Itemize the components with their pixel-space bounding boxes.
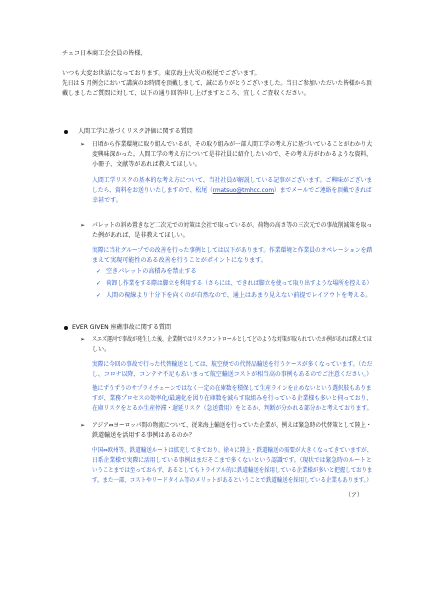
arrow-bullet-icon: ➢: [80, 141, 86, 148]
intro-line: いつも大変お世話になっております。東京海上火災の松尾でございます。: [62, 70, 261, 77]
check-item: 人間の視線より十分下を向くのが自然なので、通上はあまり見えない前提でレイアウトを考える。: [106, 292, 372, 299]
question-line: 鉄道輸送を活用する事例はあるのか？: [92, 432, 195, 439]
check-icon: ✓: [96, 268, 102, 275]
question-line: アジア⇔ヨーロッパ間の物流について、従来海上輸送を行っていた企業が、例えば緊急時の代替策として陸上・: [92, 422, 372, 429]
answer-line: し、コロナ以降、コンテナ不足もあいまって航空輸送コストが相当高の事例もあるのでご注意ください。）: [92, 371, 373, 378]
answer-line: まえて実現可能性のある改善を行うことがポイントになります。: [92, 257, 267, 264]
check-icon: ✓: [96, 292, 102, 299]
question-line: スエズ運河で事故が発生した後、企業側ではリスクコントロールとしてどのような対策が取られていたか例があれば教えてほ: [92, 336, 372, 343]
answer-text: したら、資料をお送りいたしますので、松尾（: [92, 187, 213, 194]
answer-text: ）までメールでご連絡を頂戴できれば: [273, 187, 372, 194]
answer-line: 実際に当社グループでの改善を行った事例としては以下があります。作業環境と作業員のオペレーションを踏: [92, 247, 373, 254]
question-line: た例があれば、是非教えてほしい。: [92, 232, 189, 239]
check-item: 空きパレットの高積みを禁止する: [106, 268, 197, 275]
answer-line: 在庫リスクをとるか生産停滞・遅延リスク（急送費用）をとるか、判断が分かれる部分かと考えております。: [92, 405, 373, 412]
arrow-bullet-icon: ➢: [80, 336, 86, 343]
question-line: 日頃から作業環境に取り組んでいるが、その取り組みが一部人間工学の考え方に基づいていることがわかり大: [92, 141, 373, 148]
answer-line: 中国⇔欧州等、鉄道輸送ルートは拡充してきており、徐々に陸上・鉄道輸送の需要が大きくなってきていますが、: [92, 447, 373, 454]
section1-title: 人間工学に基づくリスク評価に関する質問: [78, 128, 193, 135]
check-item: 荷卸し作業をする際は脚立を利用する（さらには、できれば脚立を使って取り出すような場所を控える）: [106, 280, 373, 287]
section-bullet-icon: [64, 130, 68, 134]
answer-line: す。また一部、コストやリードタイム等のメリットがあるということで鉄道輸送を採用している企業もあります。）: [92, 477, 372, 484]
section2-title: EVER GIVEN 座礁事故に関する質問: [72, 324, 171, 331]
answer-line: いうことまでは至っておらず、あるとしてもトライアル的に鉄道輸送を採用している企業様が多いと把握しておりま: [92, 467, 373, 474]
intro-line: 戴しましたご質問に対して、以下の通り回答申し上げますところ、宜しくご査収ください。: [62, 90, 310, 97]
question-line: 小冊子、文献等があれば教えてほしい。: [92, 161, 201, 168]
question-line: パレットの斜め置きなど二次元での対策は会社で取っているが、荷物の高さ等の三次元での事故削減策を取っ: [92, 222, 373, 229]
greeting: チェコ日本商工会会員の皆様、: [62, 50, 147, 57]
question-line: 変興味深かった。人間工学の考え方について是非社員に紹介したいので、その考え方がわかるような資料、: [92, 151, 373, 158]
answer-line: 幸甚です。: [92, 197, 122, 204]
email-link[interactable]: rmatsuo@tmhcc.com: [212, 187, 274, 194]
arrow-bullet-icon: ➢: [80, 222, 86, 229]
intro-line: 先日は 5 月例会において講演のお時間を頂戴しまして、誠にありがとうございました。当日ご参加いただいた皆様から頂: [62, 80, 372, 87]
section-bullet-icon: [64, 326, 68, 330]
arrow-bullet-icon: ➢: [80, 422, 86, 429]
check-icon: ✓: [96, 280, 102, 287]
question-line: しい。: [92, 346, 111, 353]
answer-line: 実際に今回の事故で行った代替輸送としては、航空便での代替品輸送を行うケースが多くなっています。（ただ: [92, 361, 373, 368]
page-number: （ア）: [345, 492, 364, 499]
answer-line: [92, 186, 372, 195]
answer-line: 他にずうずうのサプライチェーンではなく一定の在庫数を積保して生産ラインを止めないという選択肢もありま: [92, 385, 372, 392]
answer-line: 日系企業様で実際に活用している事例はまだそこまで多くないという認識です。（現状では緊急時のルートと: [92, 457, 372, 464]
answer-line: 人間工学リスクの基本的な考え方について、当社社員が解説している記事がございます。ご興味がございま: [92, 177, 373, 184]
answer-line: すが、業務プロセスの効率化/最適化を図り在庫数を減らす取組みを行っている企業様も多いと伺っており、: [92, 395, 373, 402]
